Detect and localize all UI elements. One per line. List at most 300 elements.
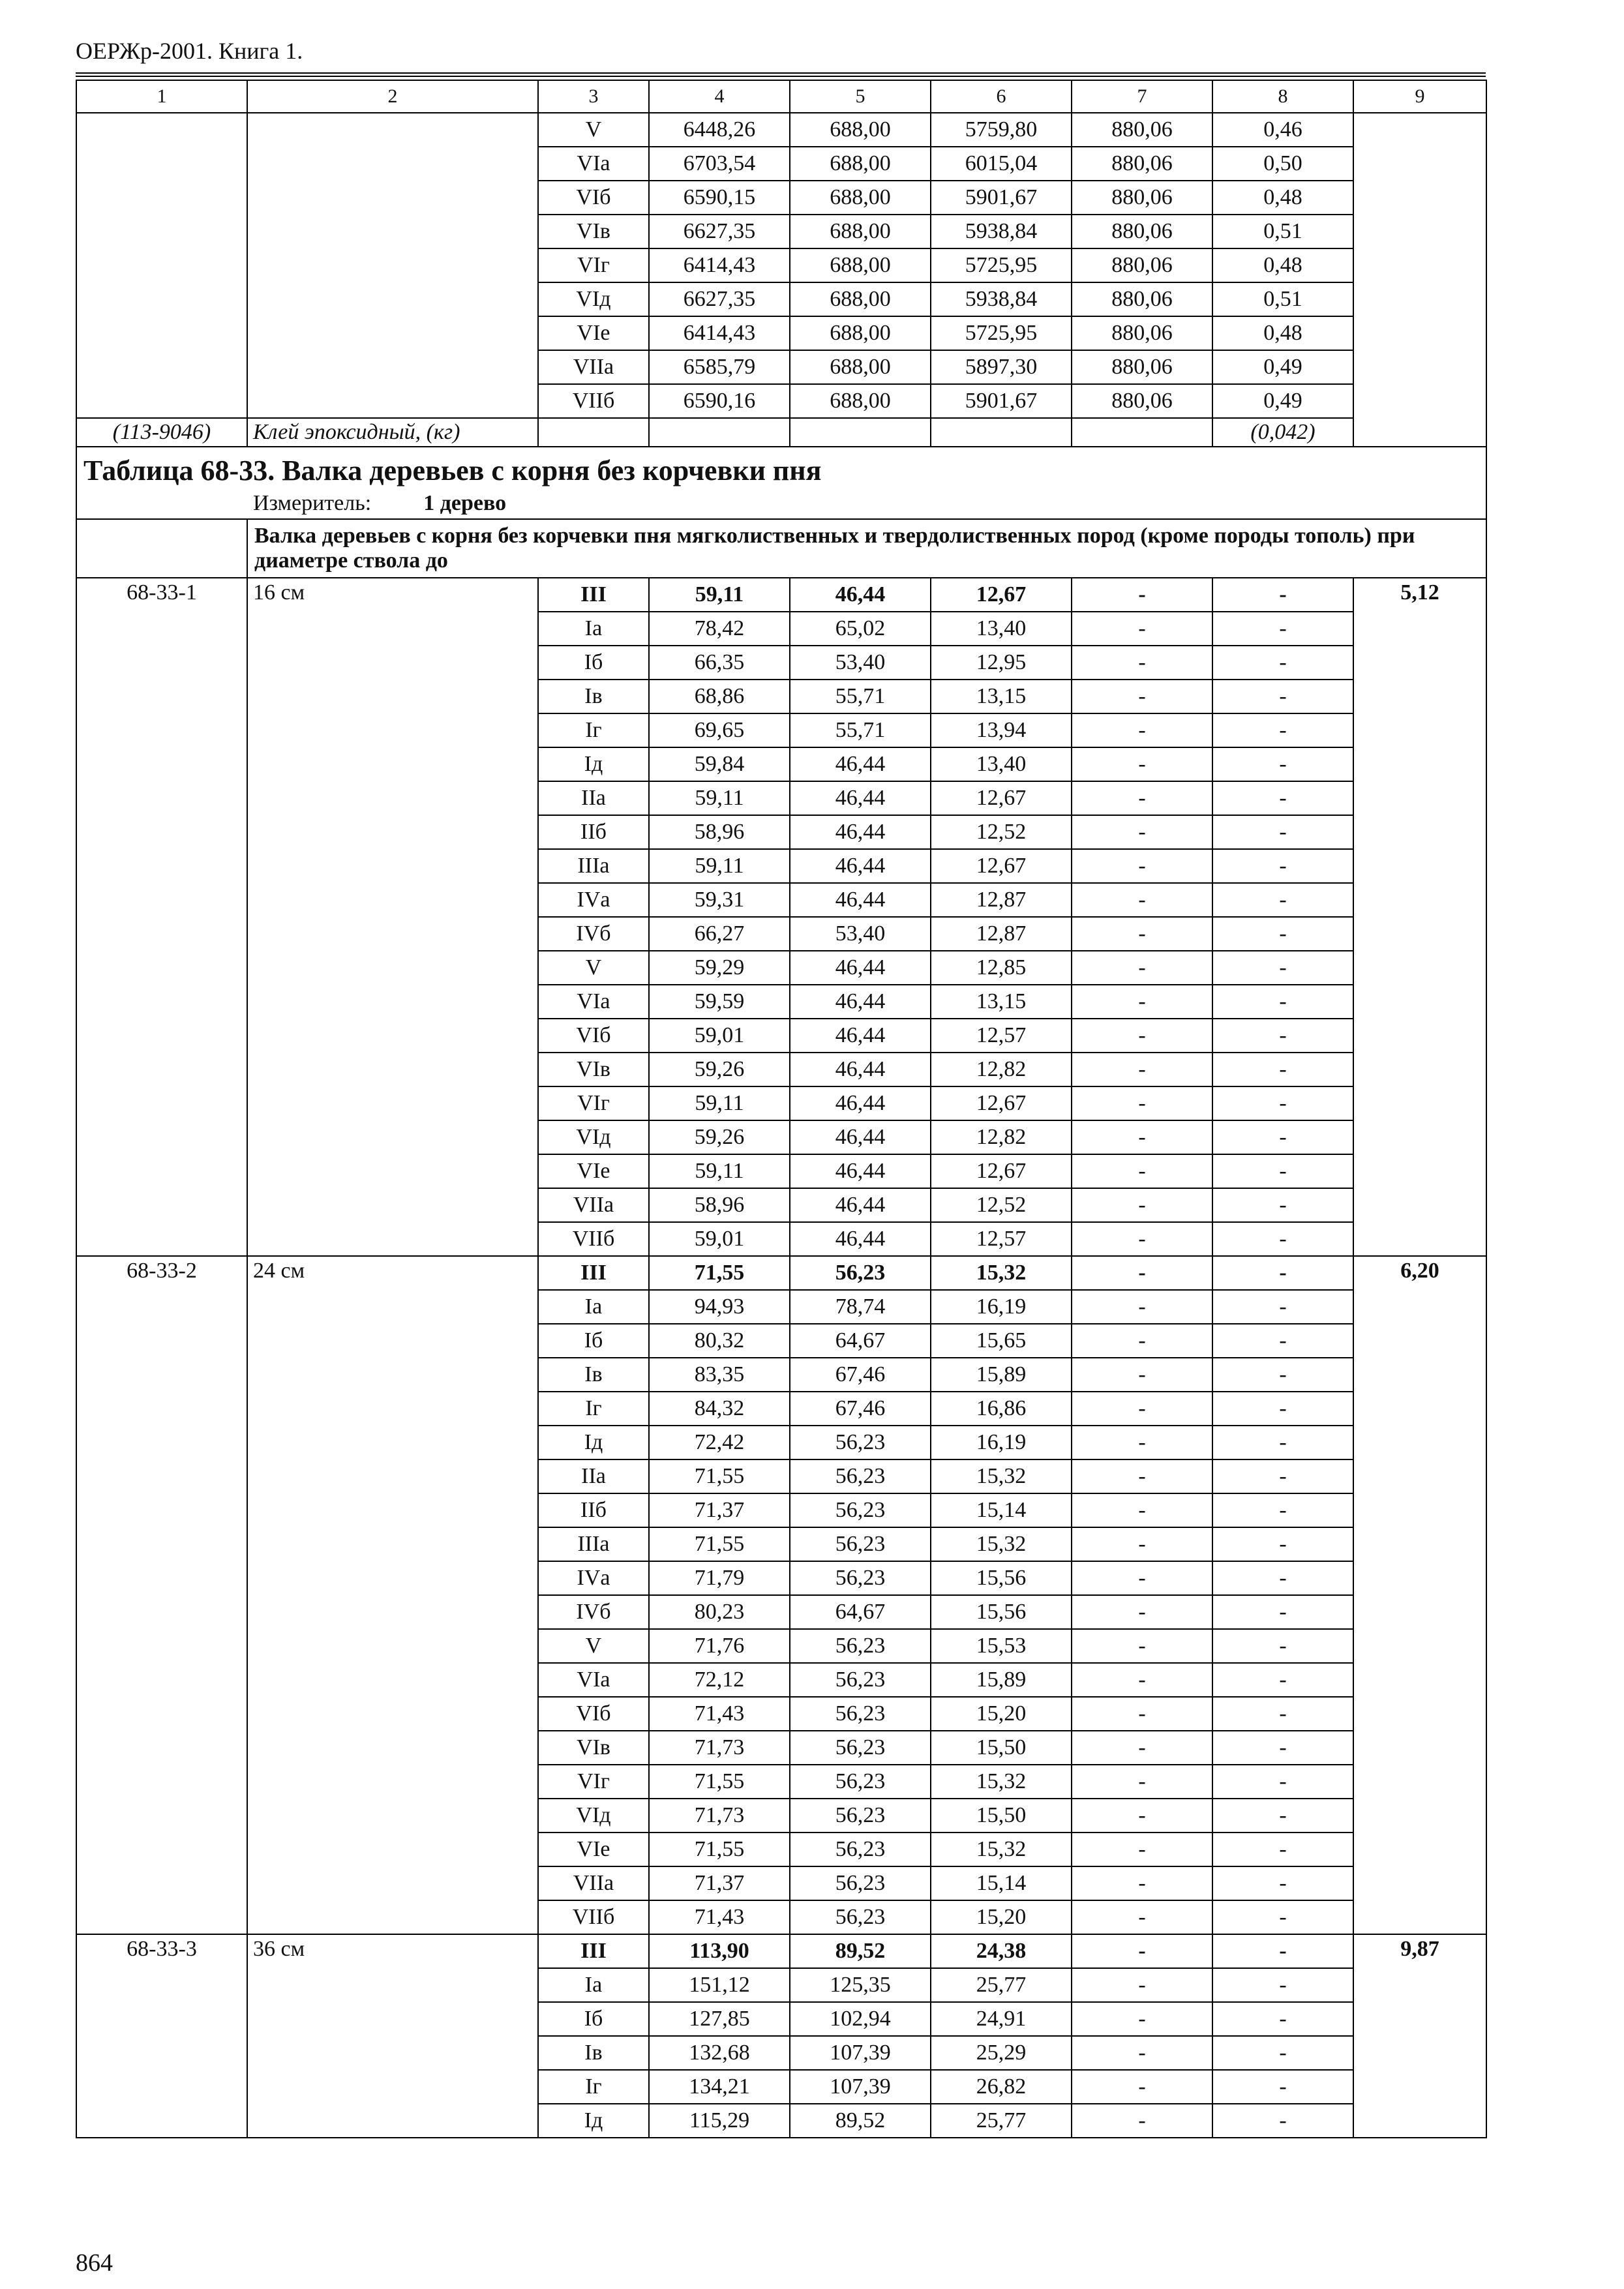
value-cell: 59,31	[649, 883, 790, 917]
zone-cell: Iа	[538, 1290, 649, 1324]
rate-code: 68-33-2	[76, 1256, 247, 1934]
zone-cell: III	[538, 1256, 649, 1290]
zone-cell: VIб	[538, 1697, 649, 1731]
value-cell: 688,00	[790, 316, 931, 350]
subheading-row	[76, 519, 1486, 578]
value-cell: 880,06	[1072, 350, 1212, 384]
value-cell: 58,96	[649, 1188, 790, 1222]
value-cell: -	[1212, 1256, 1353, 1290]
value-cell: 56,23	[790, 1256, 931, 1290]
value-cell: -	[1072, 578, 1212, 612]
value-cell: 127,85	[649, 2002, 790, 2036]
value-cell: 5897,30	[931, 350, 1072, 384]
value-cell: -	[1072, 1188, 1212, 1222]
value-cell: 12,85	[931, 951, 1072, 985]
value-cell: 46,44	[790, 951, 931, 985]
zone-cell: IVб	[538, 917, 649, 951]
value-cell: 56,23	[790, 1731, 931, 1765]
value-cell: -	[1072, 1290, 1212, 1324]
value-cell: 12,52	[931, 815, 1072, 849]
value-cell: -	[1212, 781, 1353, 815]
value-cell: 12,95	[931, 646, 1072, 680]
zone-cell: VIа	[538, 1663, 649, 1697]
value-cell: 46,44	[790, 1019, 931, 1053]
zone-cell: VIIа	[538, 1866, 649, 1900]
value-cell: 46,44	[790, 1188, 931, 1222]
value-cell: -	[1212, 1324, 1353, 1358]
value-cell: 55,71	[790, 680, 931, 713]
zone-cell: VIд	[538, 282, 649, 316]
value-cell: 59,11	[649, 1086, 790, 1120]
value-cell: 6703,54	[649, 147, 790, 181]
rate-code: 68-33-3	[76, 1934, 247, 2138]
zone-cell: IIа	[538, 781, 649, 815]
value-cell: 15,14	[931, 1493, 1072, 1527]
value-cell: 6448,26	[649, 113, 790, 147]
material-name: Клей эпоксидный, (кг)	[247, 418, 538, 447]
zone-cell: III	[538, 578, 649, 612]
zone-cell: Iб	[538, 2002, 649, 2036]
value-cell: 880,06	[1072, 282, 1212, 316]
value-cell: -	[1212, 917, 1353, 951]
zone-cell: IIа	[538, 1459, 649, 1493]
value-cell: 12,67	[931, 578, 1072, 612]
value-cell: 12,87	[931, 883, 1072, 917]
zone-cell: VIг	[538, 1086, 649, 1120]
value-cell: 46,44	[790, 781, 931, 815]
zone-cell: VIIб	[538, 1222, 649, 1256]
value-cell: -	[1212, 1833, 1353, 1866]
value-cell: 56,23	[790, 1866, 931, 1900]
value-cell: 56,23	[790, 1459, 931, 1493]
value-cell: -	[1212, 815, 1353, 849]
value-cell: 13,94	[931, 713, 1072, 747]
value-cell: 6627,35	[649, 215, 790, 248]
value-cell: 56,23	[790, 1765, 931, 1799]
zone-cell: Iд	[538, 2104, 649, 2138]
value-cell: 688,00	[790, 248, 931, 282]
value-cell: 66,35	[649, 646, 790, 680]
value-cell: 15,89	[931, 1358, 1072, 1392]
value-cell: -	[1072, 1256, 1212, 1290]
value-cell: -	[1212, 1019, 1353, 1053]
value-cell: 53,40	[790, 917, 931, 951]
value-cell: -	[1212, 951, 1353, 985]
value-cell: -	[1072, 883, 1212, 917]
value-cell: 16,19	[931, 1290, 1072, 1324]
value-cell: -	[1072, 680, 1212, 713]
value-cell: 6590,15	[649, 181, 790, 215]
value-cell: -	[1212, 2104, 1353, 2138]
value-cell: 94,93	[649, 1290, 790, 1324]
value-cell: 71,43	[649, 1900, 790, 1934]
value-cell: 5901,67	[931, 181, 1072, 215]
header-rule	[76, 72, 1486, 74]
value-cell: -	[1072, 1866, 1212, 1900]
value-cell: 71,79	[649, 1561, 790, 1595]
zone-cell: VIе	[538, 316, 649, 350]
value-cell: -	[1072, 1697, 1212, 1731]
value-cell: -	[1212, 883, 1353, 917]
value-cell: 56,23	[790, 1799, 931, 1833]
value-cell: 688,00	[790, 350, 931, 384]
unit-value: 1 дерево	[423, 491, 507, 515]
value-cell: -	[1072, 646, 1212, 680]
value-cell: -	[1212, 1561, 1353, 1595]
column-number: 7	[1072, 80, 1212, 113]
value-cell: 12,57	[931, 1222, 1072, 1256]
zone-cell: V	[538, 951, 649, 985]
column-number: 1	[76, 80, 247, 113]
zone-cell: VIIб	[538, 384, 649, 418]
zone-cell: IIб	[538, 815, 649, 849]
value-cell: 69,65	[649, 713, 790, 747]
value-cell: -	[1072, 1154, 1212, 1188]
value-cell: -	[1212, 646, 1353, 680]
value-cell: 113,90	[649, 1934, 790, 1968]
blank-cell	[649, 418, 790, 447]
value-cell: -	[1212, 612, 1353, 646]
value-cell: 15,89	[931, 1663, 1072, 1697]
value-cell: 71,76	[649, 1629, 790, 1663]
value-cell: 53,40	[790, 646, 931, 680]
zone-cell: Iд	[538, 747, 649, 781]
value-cell: 0,51	[1212, 215, 1353, 248]
table-title: Таблица 68-33. Валка деревьев с корня без корчевки пня	[83, 455, 822, 486]
table-row	[76, 1256, 1486, 1290]
rate-description: 16 см	[247, 578, 538, 1256]
value-cell: 15,32	[931, 1833, 1072, 1866]
column-number: 5	[790, 80, 931, 113]
value-cell: 56,23	[790, 1900, 931, 1934]
value-cell: -	[1072, 1426, 1212, 1459]
value-cell: 56,23	[790, 1493, 931, 1527]
value-cell: 5759,80	[931, 113, 1072, 147]
rate-description: 24 см	[247, 1256, 538, 1934]
value-cell: -	[1212, 680, 1353, 713]
value-cell: -	[1072, 1324, 1212, 1358]
zone-cell: IVа	[538, 883, 649, 917]
value-cell: 15,14	[931, 1866, 1072, 1900]
value-cell: -	[1212, 849, 1353, 883]
value-cell: 688,00	[790, 113, 931, 147]
labor-cost: 6,20	[1353, 1256, 1486, 1934]
value-cell: 71,55	[649, 1833, 790, 1866]
value-cell: 56,23	[790, 1629, 931, 1663]
value-cell: 12,67	[931, 1154, 1072, 1188]
rates-table	[76, 80, 1487, 2138]
zone-cell: VIа	[538, 147, 649, 181]
value-cell: 0,48	[1212, 181, 1353, 215]
value-cell: 46,44	[790, 1086, 931, 1120]
value-cell: 12,67	[931, 781, 1072, 815]
value-cell: 24,91	[931, 2002, 1072, 2036]
value-cell: 688,00	[790, 384, 931, 418]
value-cell: -	[1072, 1900, 1212, 1934]
header-rule	[76, 76, 1486, 77]
value-cell: 56,23	[790, 1561, 931, 1595]
value-cell: 688,00	[790, 282, 931, 316]
value-cell: -	[1212, 1934, 1353, 1968]
material-code: (113-9046)	[76, 418, 247, 447]
zone-cell: IIIа	[538, 1527, 649, 1561]
value-cell: 71,55	[649, 1459, 790, 1493]
zone-cell: VIIа	[538, 1188, 649, 1222]
zone-cell: III	[538, 1934, 649, 1968]
value-cell: -	[1072, 1392, 1212, 1426]
value-cell: 89,52	[790, 1934, 931, 1968]
blank-cell	[538, 418, 649, 447]
value-cell: 16,86	[931, 1392, 1072, 1426]
value-cell: -	[1212, 1053, 1353, 1086]
value-cell: -	[1212, 1595, 1353, 1629]
value-cell: 80,23	[649, 1595, 790, 1629]
value-cell: -	[1072, 849, 1212, 883]
value-cell: -	[1212, 1968, 1353, 2002]
value-cell: -	[1072, 1934, 1212, 1968]
value-cell: 6414,43	[649, 248, 790, 282]
value-cell: 15,32	[931, 1527, 1072, 1561]
value-cell: 12,52	[931, 1188, 1072, 1222]
value-cell: -	[1072, 1968, 1212, 2002]
zone-cell: IVа	[538, 1561, 649, 1595]
zone-cell: Iа	[538, 612, 649, 646]
value-cell: -	[1212, 985, 1353, 1019]
material-row	[76, 418, 1486, 447]
value-cell: 56,23	[790, 1833, 931, 1866]
blank-cell	[1072, 418, 1212, 447]
zone-cell: VIг	[538, 1765, 649, 1799]
zone-cell: Iв	[538, 2036, 649, 2070]
value-cell: 65,02	[790, 612, 931, 646]
value-cell: -	[1212, 1799, 1353, 1833]
value-cell: 0,51	[1212, 282, 1353, 316]
value-cell: 15,20	[931, 1900, 1072, 1934]
value-cell: 46,44	[790, 849, 931, 883]
value-cell: 880,06	[1072, 384, 1212, 418]
value-cell: 125,35	[790, 1968, 931, 2002]
value-cell: 59,01	[649, 1222, 790, 1256]
value-cell: -	[1212, 1188, 1353, 1222]
table-body	[76, 80, 1486, 2138]
column-number: 3	[538, 80, 649, 113]
value-cell: 25,77	[931, 1968, 1072, 2002]
value-cell: 0,48	[1212, 316, 1353, 350]
value-cell: -	[1072, 1222, 1212, 1256]
value-cell: 16,19	[931, 1426, 1072, 1459]
value-cell: -	[1212, 1392, 1353, 1426]
value-cell: 6627,35	[649, 282, 790, 316]
value-cell: -	[1072, 951, 1212, 985]
value-cell: -	[1072, 1358, 1212, 1392]
zone-cell: Iб	[538, 1324, 649, 1358]
value-cell: -	[1212, 1629, 1353, 1663]
desc-cell	[247, 113, 538, 418]
column-number-row	[76, 80, 1486, 113]
value-cell: 0,46	[1212, 113, 1353, 147]
value-cell: 24,38	[931, 1934, 1072, 1968]
value-cell: 5938,84	[931, 215, 1072, 248]
value-cell: 12,67	[931, 1086, 1072, 1120]
value-cell: 132,68	[649, 2036, 790, 2070]
value-cell: 46,44	[790, 578, 931, 612]
value-cell: 46,44	[790, 1222, 931, 1256]
value-cell: 56,23	[790, 1426, 931, 1459]
value-cell: 56,23	[790, 1527, 931, 1561]
value-cell: 880,06	[1072, 181, 1212, 215]
value-cell: -	[1072, 612, 1212, 646]
value-cell: 46,44	[790, 883, 931, 917]
zone-cell: IIб	[538, 1493, 649, 1527]
column-number: 9	[1353, 80, 1486, 113]
value-cell: 71,73	[649, 1731, 790, 1765]
value-cell: 78,74	[790, 1290, 931, 1324]
value-cell: 13,40	[931, 612, 1072, 646]
value-cell: 59,26	[649, 1120, 790, 1154]
table-row	[76, 1934, 1486, 1968]
value-cell: 688,00	[790, 181, 931, 215]
value-cell: 84,32	[649, 1392, 790, 1426]
value-cell: -	[1212, 713, 1353, 747]
zone-cell: VIа	[538, 985, 649, 1019]
zone-cell: V	[538, 113, 649, 147]
value-cell: -	[1072, 1731, 1212, 1765]
blank-cell	[76, 519, 247, 578]
value-cell: 67,46	[790, 1392, 931, 1426]
value-cell: -	[1072, 985, 1212, 1019]
code-cell	[76, 113, 247, 418]
value-cell: 15,53	[931, 1629, 1072, 1663]
value-cell: -	[1212, 1459, 1353, 1493]
value-cell: 13,40	[931, 747, 1072, 781]
value-cell: 107,39	[790, 2036, 931, 2070]
value-cell: 83,35	[649, 1358, 790, 1392]
value-cell: 5725,95	[931, 248, 1072, 282]
value-cell: -	[1072, 2104, 1212, 2138]
value-cell: 59,11	[649, 578, 790, 612]
value-cell: -	[1072, 2036, 1212, 2070]
table-title-cell	[76, 447, 1486, 519]
value-cell: -	[1212, 747, 1353, 781]
value-cell: -	[1072, 1561, 1212, 1595]
value-cell: 71,73	[649, 1799, 790, 1833]
value-cell: 67,46	[790, 1358, 931, 1392]
value-cell: -	[1072, 1527, 1212, 1561]
value-cell: 15,50	[931, 1731, 1072, 1765]
zone-cell: Iг	[538, 2070, 649, 2104]
value-cell: 12,67	[931, 849, 1072, 883]
value-cell: 15,50	[931, 1799, 1072, 1833]
value-cell: -	[1072, 2002, 1212, 2036]
value-cell: 59,11	[649, 849, 790, 883]
value-cell: 13,15	[931, 680, 1072, 713]
value-cell: 0,49	[1212, 384, 1353, 418]
value-cell: -	[1212, 2002, 1353, 2036]
value-cell: -	[1072, 1120, 1212, 1154]
blank-cell	[931, 418, 1072, 447]
material-qty: (0,042)	[1212, 418, 1353, 447]
value-cell: 0,49	[1212, 350, 1353, 384]
value-cell: 688,00	[790, 147, 931, 181]
value-cell: -	[1072, 2070, 1212, 2104]
value-cell: -	[1212, 1731, 1353, 1765]
value-cell: -	[1072, 1629, 1212, 1663]
value-cell: 64,67	[790, 1324, 931, 1358]
value-cell: -	[1212, 1120, 1353, 1154]
value-cell: 71,37	[649, 1493, 790, 1527]
value-cell: 5725,95	[931, 316, 1072, 350]
zone-cell: Iг	[538, 1392, 649, 1426]
subheading: Валка деревьев с корня без корчевки пня мягколиственных и твердолиственных пород (кроме породы тополь) при диаметре ствола до	[247, 519, 1486, 578]
column-number: 6	[931, 80, 1072, 113]
value-cell: -	[1212, 1866, 1353, 1900]
value-cell: 15,32	[931, 1256, 1072, 1290]
zone-cell: VIб	[538, 181, 649, 215]
unit-line	[83, 491, 1479, 516]
value-cell: 64,67	[790, 1595, 931, 1629]
value-cell: -	[1212, 1086, 1353, 1120]
page-number: 864	[76, 2249, 113, 2277]
value-cell: 59,11	[649, 1154, 790, 1188]
value-cell: 56,23	[790, 1697, 931, 1731]
zone-cell: Iа	[538, 1968, 649, 2002]
value-cell: 46,44	[790, 1154, 931, 1188]
value-cell: 6585,79	[649, 350, 790, 384]
table-row	[76, 578, 1486, 612]
value-cell: -	[1072, 747, 1212, 781]
value-cell: 880,06	[1072, 113, 1212, 147]
value-cell: 59,84	[649, 747, 790, 781]
value-cell: -	[1072, 1663, 1212, 1697]
value-cell: 12,57	[931, 1019, 1072, 1053]
rate-code: 68-33-1	[76, 578, 247, 1256]
value-cell: -	[1212, 1663, 1353, 1697]
value-cell: 15,56	[931, 1595, 1072, 1629]
value-cell: 59,26	[649, 1053, 790, 1086]
value-cell: -	[1212, 1154, 1353, 1188]
table-title-row	[76, 447, 1486, 519]
value-cell: 880,06	[1072, 316, 1212, 350]
column-number: 2	[247, 80, 538, 113]
value-cell: -	[1212, 2070, 1353, 2104]
value-cell: 880,06	[1072, 147, 1212, 181]
value-cell: 58,96	[649, 815, 790, 849]
value-cell: -	[1212, 1900, 1353, 1934]
zone-cell: V	[538, 1629, 649, 1663]
value-cell: 134,21	[649, 2070, 790, 2104]
value-cell: 5938,84	[931, 282, 1072, 316]
value-cell: 12,82	[931, 1053, 1072, 1086]
zone-cell: Iв	[538, 1358, 649, 1392]
value-cell: -	[1072, 1799, 1212, 1833]
column-number: 4	[649, 80, 790, 113]
value-cell: 89,52	[790, 2104, 931, 2138]
value-cell: 151,12	[649, 1968, 790, 2002]
zone-cell: VIе	[538, 1154, 649, 1188]
unit-label: Измеритель:	[253, 491, 372, 515]
value-cell: -	[1072, 1459, 1212, 1493]
value-cell: 102,94	[790, 2002, 931, 2036]
value-cell: 880,06	[1072, 248, 1212, 282]
value-cell: 13,15	[931, 985, 1072, 1019]
value-cell: -	[1072, 1833, 1212, 1866]
rate-description: 36 см	[247, 1934, 538, 2138]
value-cell: 25,77	[931, 2104, 1072, 2138]
zone-cell: VIв	[538, 1731, 649, 1765]
value-cell: -	[1072, 917, 1212, 951]
blank-cell	[790, 418, 931, 447]
value-cell: 5901,67	[931, 384, 1072, 418]
